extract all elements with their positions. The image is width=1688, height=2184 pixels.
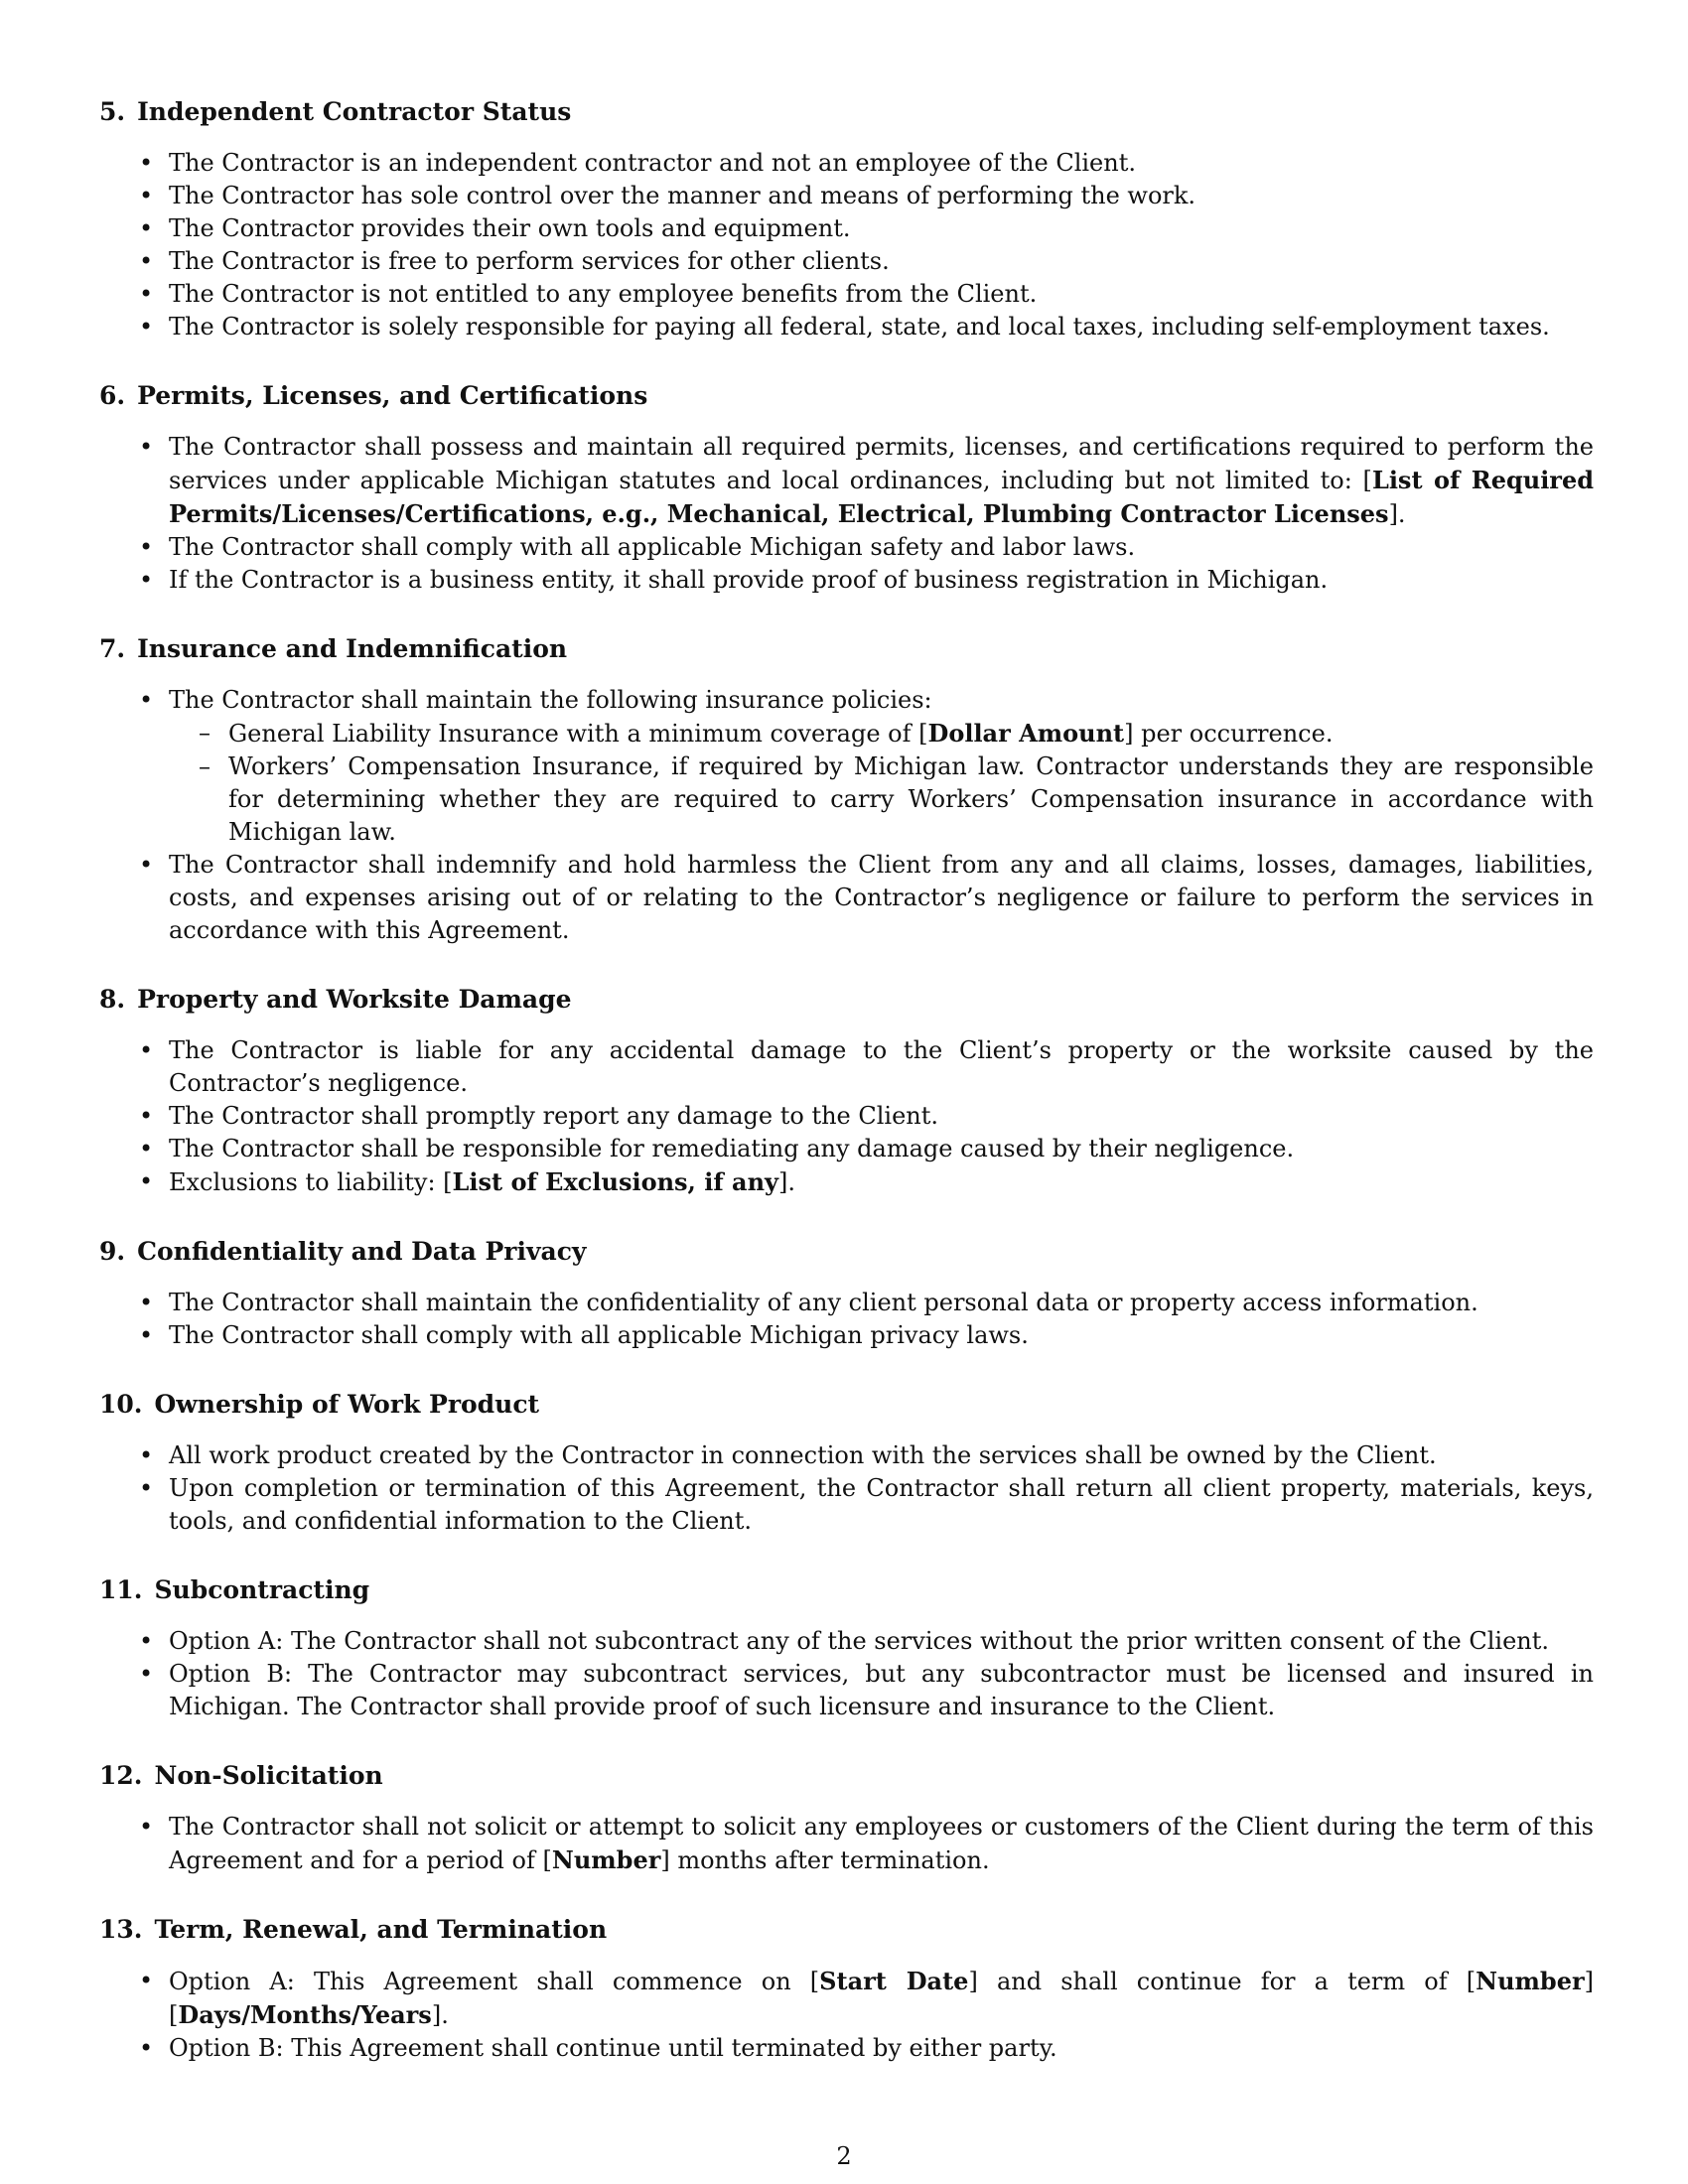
section-title: Ownership of Work Product <box>154 1390 540 1419</box>
placeholder-field: List of Exclusions, if any <box>452 1167 778 1196</box>
item-text: Exclusions to liability: [ <box>169 1168 453 1196</box>
list-item: • The Contractor is liable for any accidental damage to the Client’s property or the worksite caused by the Contractor’s negligence. <box>169 1034 1594 1100</box>
item-text: ]. <box>778 1168 795 1196</box>
section-number: 9. <box>99 1237 126 1266</box>
bullet-list <box>99 1439 1594 1538</box>
section-9 <box>99 1237 1594 1352</box>
section-number: 11. <box>99 1575 143 1604</box>
section-number: 13. <box>99 1915 143 1944</box>
placeholder-field: Start Date <box>819 1967 969 1995</box>
list-item: • The Contractor shall be responsible for remediating any damage caused by their negligence. <box>169 1133 1594 1165</box>
section-title: Term, Renewal, and Termination <box>154 1915 608 1944</box>
list-item: • If the Contractor is a business entity, it shall provide proof of business registration in Michigan. <box>169 564 1594 597</box>
section-title: Confidentiality and Data Privacy <box>137 1237 587 1266</box>
section-number: 8. <box>99 985 126 1014</box>
list-item <box>169 431 1594 531</box>
list-item <box>169 1811 1594 1877</box>
section-title: Insurance and Indemnification <box>137 634 568 663</box>
list-item: • The Contractor is free to perform services for other clients. <box>169 245 1594 278</box>
item-text: ] [ <box>169 1968 1594 2029</box>
list-item: • The Contractor shall promptly report any damage to the Client. <box>169 1100 1594 1133</box>
bullet-list <box>99 1287 1594 1352</box>
section-5 <box>99 97 1594 343</box>
item-text: Option A: This Agreement shall commence on [ <box>169 1968 820 1995</box>
bullet-list <box>99 684 1594 947</box>
list-item: • Option B: This Agreement shall continue until terminated by either party. <box>169 2032 1594 2065</box>
list-item: • The Contractor provides their own tools and equipment. <box>169 212 1594 245</box>
section-7 <box>99 634 1594 947</box>
sub-list <box>169 717 1594 849</box>
item-text: ]. <box>1388 500 1406 528</box>
bullet-list <box>99 1811 1594 1877</box>
bullet-list <box>99 1625 1594 1723</box>
section-title: Permits, Licenses, and Certifications <box>137 381 648 410</box>
section-number: 7. <box>99 634 126 663</box>
section-heading <box>99 1390 1594 1420</box>
section-heading <box>99 985 1594 1015</box>
list-item: • The Contractor has sole control over the manner and means of performing the work. <box>169 180 1594 212</box>
item-text: General Liability Insurance with a minimum coverage of [ <box>228 720 928 748</box>
section-title: Non-Solicitation <box>154 1761 383 1790</box>
section-6 <box>99 381 1594 597</box>
list-item <box>169 1165 1594 1199</box>
sub-list-item: – Workers’ Compensation Insurance, if required by Michigan law. Contractor understands they are responsible for determining whether they are required to carry Workers’ Compensation insurance in accordance with Michigan law. <box>228 751 1594 849</box>
section-heading <box>99 381 1594 411</box>
bullet-list <box>99 431 1594 597</box>
list-item: • All work product created by the Contractor in connection with the services shall be owned by the Client. <box>169 1439 1594 1472</box>
section-heading <box>99 634 1594 664</box>
placeholder-field: Dollar Amount <box>927 719 1125 748</box>
placeholder-field: List of Required Permits/Licenses/Certifications, e.g., Mechanical, Electrical, Plumbing Contractor Licenses <box>169 466 1595 528</box>
item-text: ]. <box>431 2001 449 2029</box>
bullet-list <box>99 147 1594 343</box>
item-text: ] months after termination. <box>660 1846 990 1874</box>
section-number: 6. <box>99 381 126 410</box>
section-number: 12. <box>99 1761 143 1790</box>
section-title: Subcontracting <box>154 1575 370 1604</box>
sub-list-item <box>228 717 1594 751</box>
item-text: ] and shall continue for a term of [ <box>968 1968 1477 1995</box>
item-text: ] per occurrence. <box>1124 720 1334 748</box>
section-12 <box>99 1761 1594 1877</box>
section-heading <box>99 1761 1594 1791</box>
list-item: • Upon completion or termination of this Agreement, the Contractor shall return all client property, materials, keys, tools, and confidential information to the Client. <box>169 1472 1594 1538</box>
list-item <box>169 684 1594 849</box>
section-heading <box>99 97 1594 127</box>
list-item: • The Contractor shall maintain the confidentiality of any client personal data or property access information. <box>169 1287 1594 1319</box>
page-number: 2 <box>836 2142 852 2170</box>
section-number: 10. <box>99 1390 143 1419</box>
list-item: • The Contractor shall indemnify and hold harmless the Client from any and all claims, losses, damages, liabilities, costs, and expenses arising out of or relating to the Contractor’s negligence or failure to perform the services in accordance with this Agreement. <box>169 849 1594 947</box>
section-title: Property and Worksite Damage <box>137 985 572 1014</box>
section-title: Independent Contractor Status <box>137 97 572 126</box>
list-item: • The Contractor is solely responsible for paying all federal, state, and local taxes, including self-employment taxes. <box>169 311 1594 343</box>
placeholder-field: Number <box>551 1845 661 1874</box>
section-13 <box>99 1915 1594 2065</box>
document-body <box>99 97 1594 2103</box>
section-heading <box>99 1237 1594 1267</box>
item-text: The Contractor shall possess and maintain all required permits, licenses, and certifications required to perform the services under applicable Michigan statutes and local ordinances, including but not limited to: [ <box>169 433 1594 494</box>
item-text: The Contractor shall not solicit or attempt to solicit any employees or customers of the Client during the term of this Agreement and for a period of [ <box>169 1813 1594 1874</box>
list-item: • The Contractor is not entitled to any employee benefits from the Client. <box>169 278 1594 311</box>
section-8 <box>99 985 1594 1199</box>
section-number: 5. <box>99 97 126 126</box>
bullet-list <box>99 1034 1594 1199</box>
list-item: • Option A: The Contractor shall not subcontract any of the services without the prior written consent of the Client. <box>169 1625 1594 1658</box>
list-item <box>169 1965 1594 2032</box>
list-item: • The Contractor shall comply with all applicable Michigan privacy laws. <box>169 1319 1594 1352</box>
placeholder-field: Days/Months/Years <box>178 2000 432 2029</box>
section-10 <box>99 1390 1594 1538</box>
list-item: • The Contractor is an independent contractor and not an employee of the Client. <box>169 147 1594 180</box>
placeholder-field: Number <box>1476 1967 1585 1995</box>
item-text: The Contractor shall maintain the following insurance policies: <box>169 686 932 714</box>
section-heading <box>99 1575 1594 1605</box>
list-item: • Option B: The Contractor may subcontract services, but any subcontractor must be licensed and insured in Michigan. The Contractor shall provide proof of such licensure and insurance to the Client. <box>169 1658 1594 1723</box>
bullet-list <box>99 1965 1594 2065</box>
section-heading <box>99 1915 1594 1945</box>
section-11 <box>99 1575 1594 1723</box>
list-item: • The Contractor shall comply with all applicable Michigan safety and labor laws. <box>169 531 1594 564</box>
